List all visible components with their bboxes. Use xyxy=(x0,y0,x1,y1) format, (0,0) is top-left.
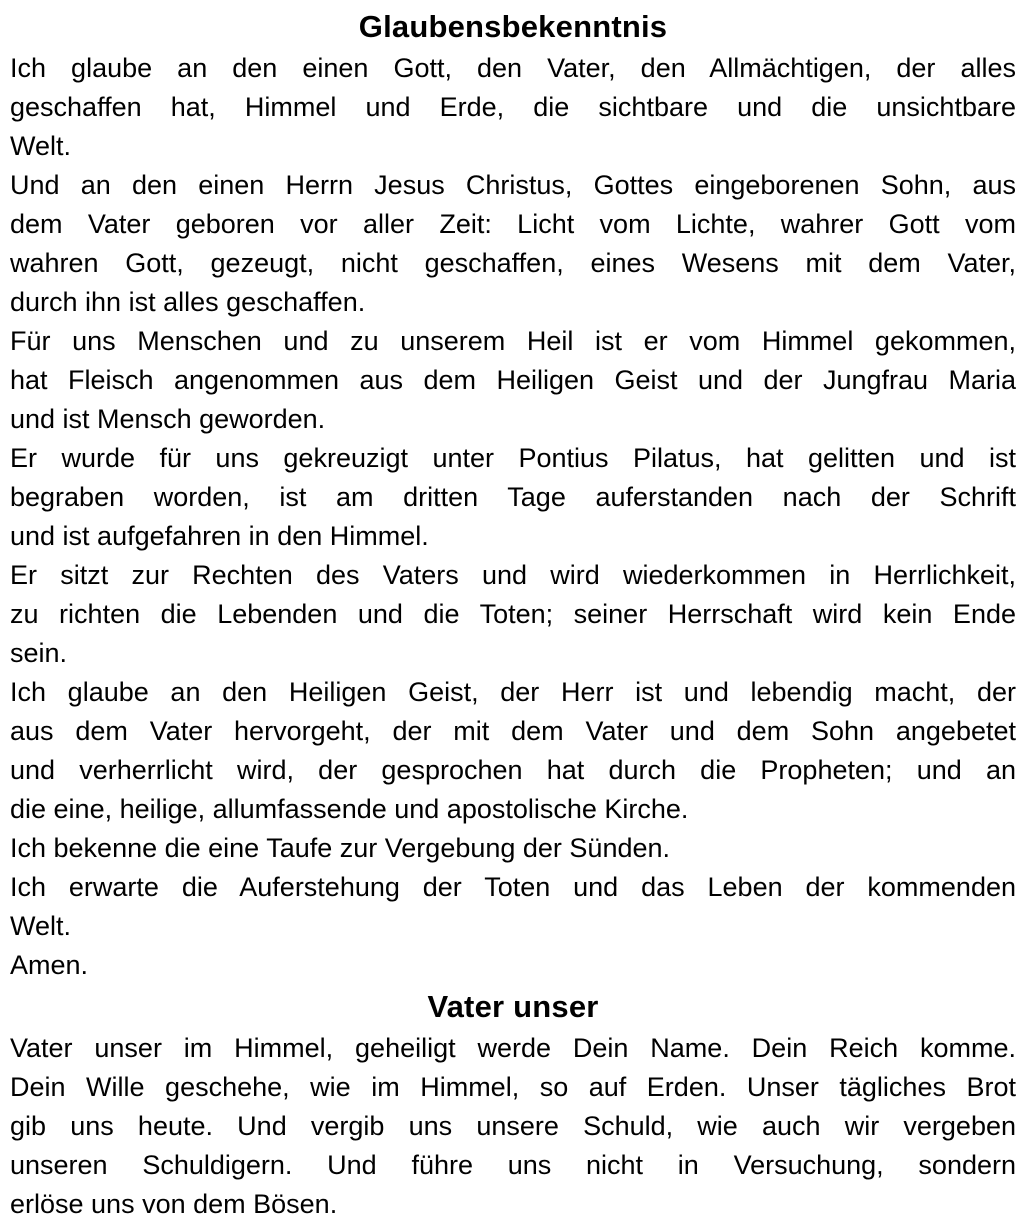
text-line: zu richten die Lebenden und die Toten; seiner Herrschaft wird kein Ende xyxy=(10,599,1016,629)
text-line: Welt. xyxy=(10,131,72,161)
text-line: Er sitzt zur Rechten des Vaters und wird wiederkommen in Herrlichkeit, xyxy=(10,560,1016,590)
text-line: unseren Schuldigern. Und führe uns nicht in Versuchung, sondern xyxy=(10,1150,1016,1180)
text-line: Welt. xyxy=(10,911,72,941)
text-line: Ich erwarte die Auferstehung der Toten und das Leben der kommenden xyxy=(10,872,1016,902)
text-line: die eine, heilige, allumfassende und apostolische Kirche. xyxy=(10,794,689,824)
text-line: und ist aufgefahren in den Himmel. xyxy=(10,521,429,551)
text-line: erlöse uns von dem Bösen. xyxy=(10,1189,338,1219)
paragraph-creed-4 xyxy=(10,439,1016,556)
text-line: dem Vater geboren vor aller Zeit: Licht vom Lichte, wahrer Gott vom xyxy=(10,209,1016,239)
text-line: Amen. xyxy=(10,950,89,980)
text-line: und ist Mensch geworden. xyxy=(10,404,326,434)
text-line: Ich glaube an den Heiligen Geist, der Herr ist und lebendig macht, der xyxy=(10,677,1016,707)
text-line: Dein Wille geschehe, wie im Himmel, so auf Erden. Unser tägliches Brot xyxy=(10,1072,1016,1102)
paragraph-creed-5 xyxy=(10,556,1016,673)
paragraph-creed-2 xyxy=(10,166,1016,322)
text-line: sein. xyxy=(10,638,68,668)
text-line: gib uns heute. Und vergib uns unsere Schuld, wie auch wir vergeben xyxy=(10,1111,1016,1141)
text-line: Und an den einen Herrn Jesus Christus, Gottes eingeborenen Sohn, aus xyxy=(10,170,1016,200)
text-line: hat Fleisch angenommen aus dem Heiligen Geist und der Jungfrau Maria xyxy=(10,365,1016,395)
paragraph-creed-6 xyxy=(10,673,1016,829)
text-line: aus dem Vater hervorgeht, der mit dem Vater und dem Sohn angebetet xyxy=(10,716,1016,746)
text-line: Vater unser im Himmel, geheiligt werde Dein Name. Dein Reich komme. xyxy=(10,1033,1016,1063)
paragraph-creed-7 xyxy=(10,829,1016,868)
text-line: begraben worden, ist am dritten Tage auferstanden nach der Schrift xyxy=(10,482,1016,512)
text-line: Ich bekenne die eine Taufe zur Vergebung der Sünden. xyxy=(10,833,671,863)
paragraph-creed-9 xyxy=(10,946,1016,985)
paragraph-creed-1 xyxy=(10,49,1016,166)
text-line: geschaffen hat, Himmel und Erde, die sichtbare und die unsichtbare xyxy=(10,92,1016,122)
heading-glaubensbekenntnis: Glaubensbekenntnis xyxy=(358,9,668,44)
paragraph-creed-8 xyxy=(10,868,1016,946)
heading-vater-unser: Vater unser xyxy=(427,989,599,1024)
text-line: Ich glaube an den einen Gott, den Vater, den Allmächtigen, der alles xyxy=(10,53,1016,83)
text-line: Er wurde für uns gekreuzigt unter Pontius Pilatus, hat gelitten und ist xyxy=(10,443,1016,473)
text-line: und verherrlicht wird, der gesprochen hat durch die Propheten; und an xyxy=(10,755,1016,785)
text-line: Für uns Menschen und zu unserem Heil ist er vom Himmel gekommen, xyxy=(10,326,1016,356)
text-line: durch ihn ist alles geschaffen. xyxy=(10,287,366,317)
paragraph-vater-unser-1 xyxy=(10,1029,1016,1224)
paragraph-creed-3 xyxy=(10,322,1016,439)
text-line: wahren Gott, gezeugt, nicht geschaffen, eines Wesens mit dem Vater, xyxy=(10,248,1016,278)
